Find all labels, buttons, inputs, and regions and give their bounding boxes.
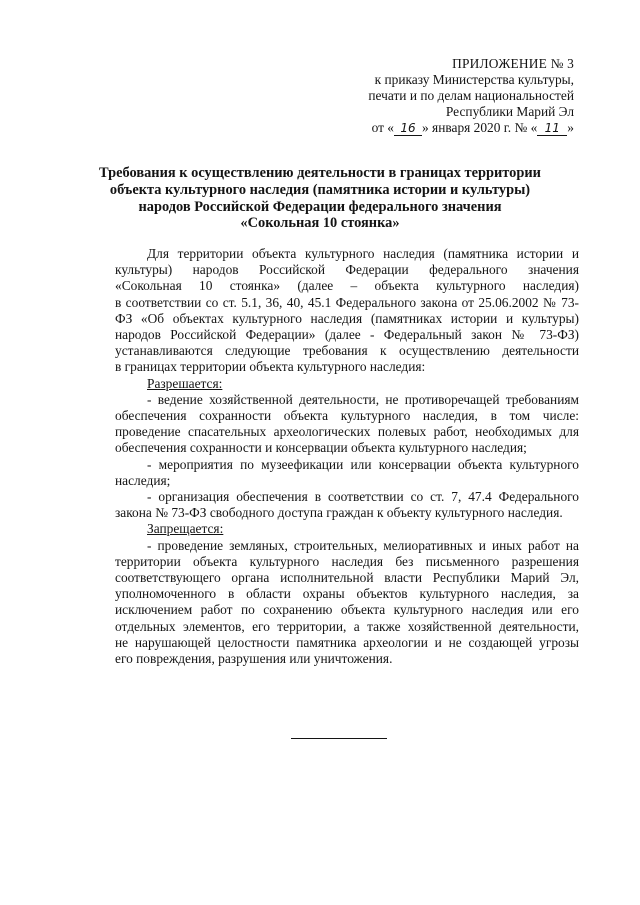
- intro-line: народов Российской Федерации» (далее - Федеральный закон № 73-ФЗ): [115, 327, 579, 343]
- document-title: [96, 165, 544, 232]
- date-prefix: от «: [371, 119, 394, 135]
- intro-line: в границах территории объекта культурного наследия:: [115, 359, 426, 375]
- forbidden-item-line: уполномоченного в области охраны объектов культурного наследия, за: [115, 586, 579, 602]
- allowed-item-line: обеспечения сохранности объекта культурного наследия, в том числе:: [115, 408, 579, 424]
- appendix-header: [340, 56, 574, 136]
- title-line: объекта культурного наследия (памятника истории и культуры): [109, 181, 531, 198]
- intro-line: ФЗ «Об объектах культурного наследия (памятниках истории и культуры): [115, 310, 579, 326]
- forbidden-heading-text: Запрещается:: [147, 521, 224, 537]
- forbidden-item-line: не нарушающей целостности памятника археологии и не создающей угрозы: [115, 634, 579, 650]
- forbidden-item-line: отдельных элементов, его территории, а также хозяйственной деятельности,: [115, 618, 579, 634]
- allowed-item-line: - ведение хозяйственной деятельности, не противоречащей требованиям: [147, 391, 579, 407]
- allowed-item-line: проведение спасательных археологических полевых работ, необходимых для: [115, 424, 579, 440]
- appendix-date-line: [340, 120, 574, 136]
- closing-rule: [291, 738, 387, 739]
- forbidden-item-line: территории объекта культурного наследия без письменного разрешения: [115, 553, 579, 569]
- allowed-item-line: - организация обеспечения в соответствии со ст. 7, 47.4 Федерального: [147, 489, 579, 505]
- allowed-item-line: обеспечения сохранности и консервации объекта культурного наследия;: [115, 440, 527, 456]
- intro-line: «Сокольная 10 стоянка» (далее – объекта культурного наследия): [115, 278, 579, 294]
- allowed-heading: [115, 376, 579, 392]
- handwritten-number: 11: [537, 122, 567, 136]
- intro-line: устанавливаются следующие требования к осуществлению деятельности: [115, 343, 579, 359]
- allowed-item-line: - мероприятия по музеефикации или консервации объекта культурного: [147, 456, 579, 472]
- date-suffix: »: [567, 119, 574, 135]
- title-line: Требования к осуществлению деятельности в границах территории: [99, 165, 541, 181]
- allowed-item-line: закона № 73-ФЗ свободного доступа граждан к объекту культурного наследия.: [115, 505, 563, 521]
- document-body: [115, 246, 579, 667]
- forbidden-heading: [115, 521, 579, 537]
- forbidden-item-line: соответствующего органа исполнительной власти Республики Марий Эл,: [115, 570, 579, 586]
- intro-line: в соответствии со ст. 5.1, 36, 40, 45.1 Федерального закона от 25.06.2002 № 73-: [115, 294, 579, 310]
- appendix-order-line: к приказу Министерства культуры,: [374, 71, 574, 87]
- forbidden-item-line: его повреждения, разрушения или уничтожения.: [115, 651, 393, 667]
- forbidden-item-line: - проведение земляных, строительных, мелиоративных и иных работ на: [147, 537, 579, 553]
- title-line: народов Российской Федерации федерального значения: [138, 198, 502, 215]
- forbidden-item-line: исключением работ по сохранению объекта культурного наследия или его: [115, 602, 579, 618]
- intro-line: культуры) народов Российской Федерации федерального значения: [115, 262, 579, 278]
- appendix-title: ПРИЛОЖЕНИЕ № 3: [452, 56, 574, 71]
- appendix-ministry-line: печати и по делам национальностей: [368, 87, 574, 103]
- appendix-republic-line: Республики Марий Эл: [445, 103, 574, 119]
- title-line: «Сокольная 10 стоянка»: [240, 215, 400, 232]
- handwritten-day: 16: [394, 122, 422, 136]
- intro-line: Для территории объекта культурного наследия (памятника истории и: [147, 246, 579, 261]
- allowed-item-line: наследия;: [115, 472, 171, 488]
- date-middle: » января 2020 г. № «: [422, 119, 538, 135]
- allowed-heading-text: Разрешается:: [147, 375, 223, 391]
